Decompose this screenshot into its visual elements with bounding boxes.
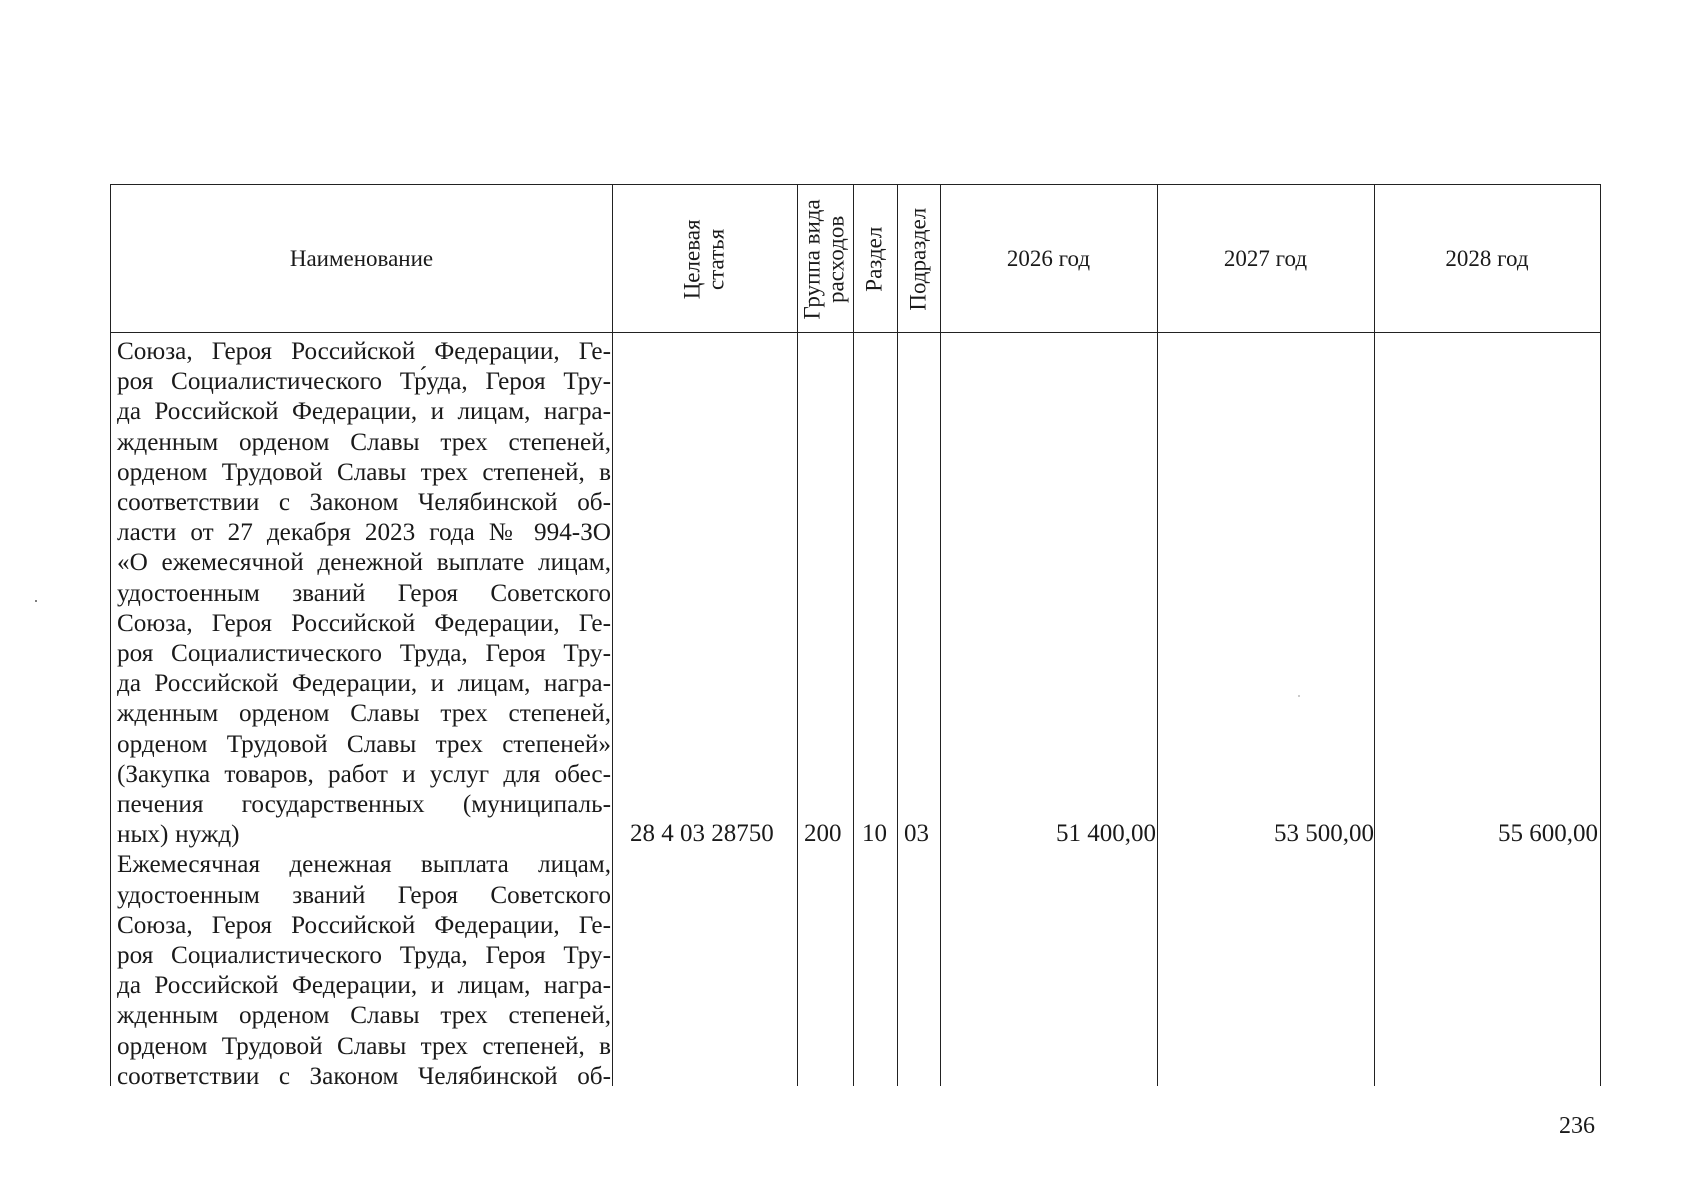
budget-table (110, 184, 1601, 1090)
row-name-line: ных) нужд) (117, 821, 240, 849)
header-section (853, 185, 897, 333)
row-2028-value: 55 600,00 (1498, 820, 1598, 847)
row-name-line: да Российской Федерации, и лицам, награ- (117, 670, 611, 698)
table-row (111, 333, 1600, 1090)
row-name-line: да Российской Федерации, и лицам, награ- (117, 972, 611, 1000)
row-name-line: жденным орденом Славы трех степеней, (117, 700, 611, 728)
header-target-article-line1: Целевая (679, 219, 705, 299)
row-name-line: орденом Трудовой Славы трех степеней, в (117, 458, 611, 486)
header-expense-group-line2: расходов (824, 215, 850, 303)
header-2026 (940, 185, 1157, 333)
row-subsection: 03 (904, 820, 929, 847)
row-name-line: роя Социалистического Тр́уда, Героя Тру- (117, 368, 611, 396)
scan-speck (1298, 695, 1300, 697)
header-name (111, 185, 612, 333)
header-section-label: Раздел (861, 226, 887, 292)
row-section: 10 (862, 820, 887, 847)
row-name-line: соответствии с Законом Челябинской об- (117, 489, 611, 517)
row-name-line: «О ежемесячной денежной выплате лицам, (117, 549, 611, 577)
header-subsection-label: Подраздел (905, 207, 931, 311)
header-target-article (612, 185, 797, 333)
row-name-line: жденным орденом Славы трех степеней, (117, 1002, 611, 1030)
row-name-line: Союза, Героя Российской Федерации, Ге- (117, 338, 611, 365)
row-name-line: Союза, Героя Российской Федерации, Ге- (117, 609, 611, 637)
row-name-line: удостоенным званий Героя Советского (117, 881, 611, 909)
header-name-label: Наименование (289, 246, 434, 272)
header-target-article-line2: статья (703, 228, 729, 290)
header-2026-label: 2026 год (1006, 246, 1091, 272)
row-2026-value: 51 400,00 (1056, 820, 1156, 847)
header-expense-group-line1: Группа вида (799, 198, 825, 320)
row-name-line: орденом Трудовой Славы трех степеней, в (117, 1032, 611, 1060)
header-2028 (1374, 185, 1600, 333)
header-expense-group (797, 185, 853, 333)
row-2027-value: 53 500,00 (1274, 820, 1374, 847)
row-name-text (117, 337, 611, 1092)
row-name-line: удостоенным званий Героя Советского (117, 579, 611, 607)
header-2028-label: 2028 год (1445, 246, 1529, 272)
scan-speck (35, 600, 37, 602)
header-2027-label: 2027 год (1223, 246, 1308, 272)
row-expense-group: 200 (804, 820, 842, 847)
row-name-line: роя Социалистического Труда, Героя Тру- (117, 640, 611, 668)
row-name-line: соответствии с Законом Челябинской об- (117, 1062, 611, 1090)
row-name-line: жденным орденом Славы трех степеней, (117, 428, 611, 456)
row-target-article: 28 4 03 28750 (630, 820, 774, 847)
row-name-line: да Российской Федерации, и лицам, награ- (117, 398, 611, 426)
row-name-line: роя Социалистического Труда, Героя Тру- (117, 942, 611, 970)
row-name-line: (Закупка товаров, работ и услуг для обес- (117, 760, 611, 788)
header-subsection (897, 185, 940, 333)
table-header-row (111, 185, 1600, 333)
header-2027 (1157, 185, 1374, 333)
page-number: 236 (1559, 1113, 1595, 1139)
row-name-line: ласти от 27 декабря 2023 года № 994-ЗО (117, 519, 611, 547)
row-name-line: орденом Трудовой Славы трех степеней» (117, 730, 611, 758)
row-name-line: печения государственных (муниципаль- (117, 791, 611, 819)
row-name-line: Ежемесячная денежная выплата лицам, (117, 851, 611, 879)
row-name-line: Союза, Героя Российской Федерации, Ге- (117, 911, 611, 939)
